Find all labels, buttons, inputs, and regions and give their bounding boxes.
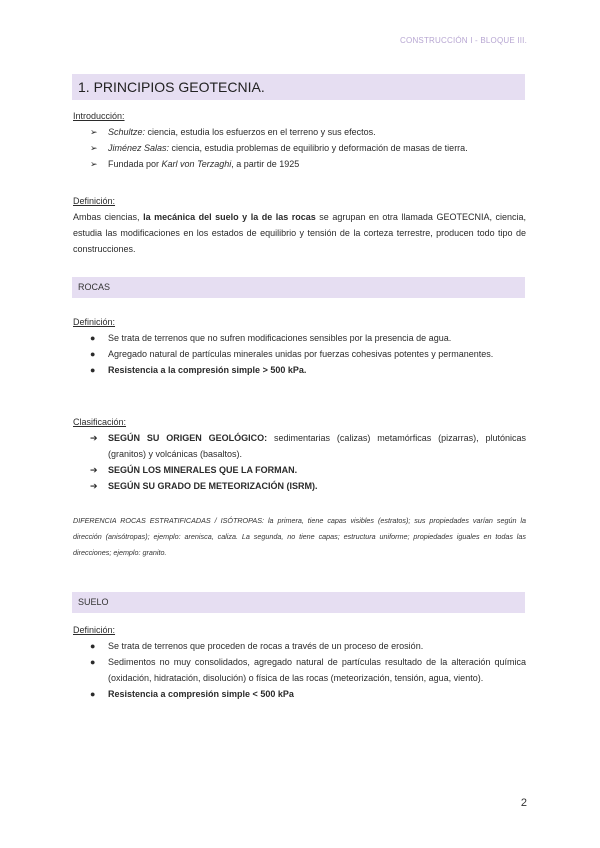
bullet-icon: ●: [90, 689, 96, 699]
arrow-icon: ➔: [90, 465, 98, 475]
bullet-icon: ●: [90, 365, 96, 375]
list-item: ➔ SEGÚN SU GRADO DE METEORIZACIÓN (ISRM).: [73, 478, 526, 494]
list-item: ● Se trata de terrenos que proceden de rocas a través de un proceso de erosión.: [73, 638, 526, 654]
section-title: SUELO: [78, 597, 109, 607]
arrow-bullet-icon: ➢: [90, 127, 98, 137]
bullet-icon: ●: [90, 641, 96, 651]
list-item: ➢ Schultze: ciencia, estudia los esfuerzos en el terreno y sus efectos.: [73, 124, 526, 140]
definition-heading: Definición:: [73, 317, 116, 327]
list-item: ➔ SEGÚN SU ORIGEN GEOLÓGICO: sedimentarias (calizas) metamórficas (pizarras), plutónicas (granitos) y volcánicas (basaltos).: [73, 430, 526, 462]
intro-heading: Introducción:: [73, 111, 125, 121]
bullet-icon: ●: [90, 657, 96, 667]
arrow-icon: ➔: [90, 433, 98, 443]
title-band: [72, 74, 525, 100]
list-item: ● Resistencia a compresión simple < 500 kPa: [73, 686, 526, 702]
definition-heading: Definición:: [73, 625, 116, 635]
arrow-icon: ➔: [90, 481, 98, 491]
intro-section: [73, 108, 526, 172]
definition-heading: Definición:: [73, 196, 116, 206]
list-item: ● Agregado natural de partículas minerales unidas por fuerzas cohesivas potentes y permanentes.: [73, 346, 526, 362]
list-item: ● Sedimentos no muy consolidados, agregado natural de partículas resultado de la alteración química (oxidación, hidratación, disolución) o física de las rocas (meteorización, tensión, agua, viento).: [73, 654, 526, 686]
section-title: ROCAS: [78, 282, 111, 292]
bullet-icon: ●: [90, 349, 96, 359]
rocas-classification: [73, 414, 526, 494]
classification-heading: Clasificación:: [73, 417, 127, 427]
list-item: ➢ Jiménez Salas: ciencia, estudia problemas de equilibrio y deformación de masas de tierra.: [73, 140, 526, 156]
page-title: 1. PRINCIPIOS GEOTECNIA.: [78, 79, 265, 95]
bullet-icon: ●: [90, 333, 96, 343]
list-item: ● Resistencia a la compresión simple > 500 kPa.: [73, 362, 526, 378]
note-paragraph: DIFERENCIA ROCAS ESTRATIFICADAS / ISÓTROPAS: la primera, tiene capas visibles (estratos); sus propiedades varían según la dirección (anisótropas); ejemplo: arenisca, caliza. La segunda, no tiene capas; estructura uniforme; propiedades iguales en todas las direcciones; ejemplo: granito.: [73, 516, 526, 557]
definition-paragraph: Ambas ciencias, la mecánica del suelo y la de las rocas se agrupan en otra llamada GEOTECNIA, ciencia, estudia las modificaciones en los estados de equilibrio y tensión de la corteza terrestre, producen todo tipo de construcciones.: [73, 212, 526, 254]
section-band-suelo: [72, 592, 525, 613]
arrow-bullet-icon: ➢: [90, 159, 98, 169]
page-number: 2: [520, 797, 527, 809]
section-band-rocas: [72, 277, 525, 298]
list-item: ● Se trata de terrenos que no sufren modificaciones sensibles por la presencia de agua.: [73, 330, 526, 346]
definition-section: [73, 193, 526, 257]
rocas-definition: [73, 314, 526, 378]
arrow-bullet-icon: ➢: [90, 143, 98, 153]
running-header: CONSTRUCCIÓN I - BLOQUE III.: [400, 36, 527, 45]
suelo-definition: [73, 622, 526, 702]
list-item: ➢ Fundada por Karl von Terzaghi, a partir de 1925: [73, 156, 526, 172]
list-item: ➔ SEGÚN LOS MINERALES QUE LA FORMAN.: [73, 462, 526, 478]
